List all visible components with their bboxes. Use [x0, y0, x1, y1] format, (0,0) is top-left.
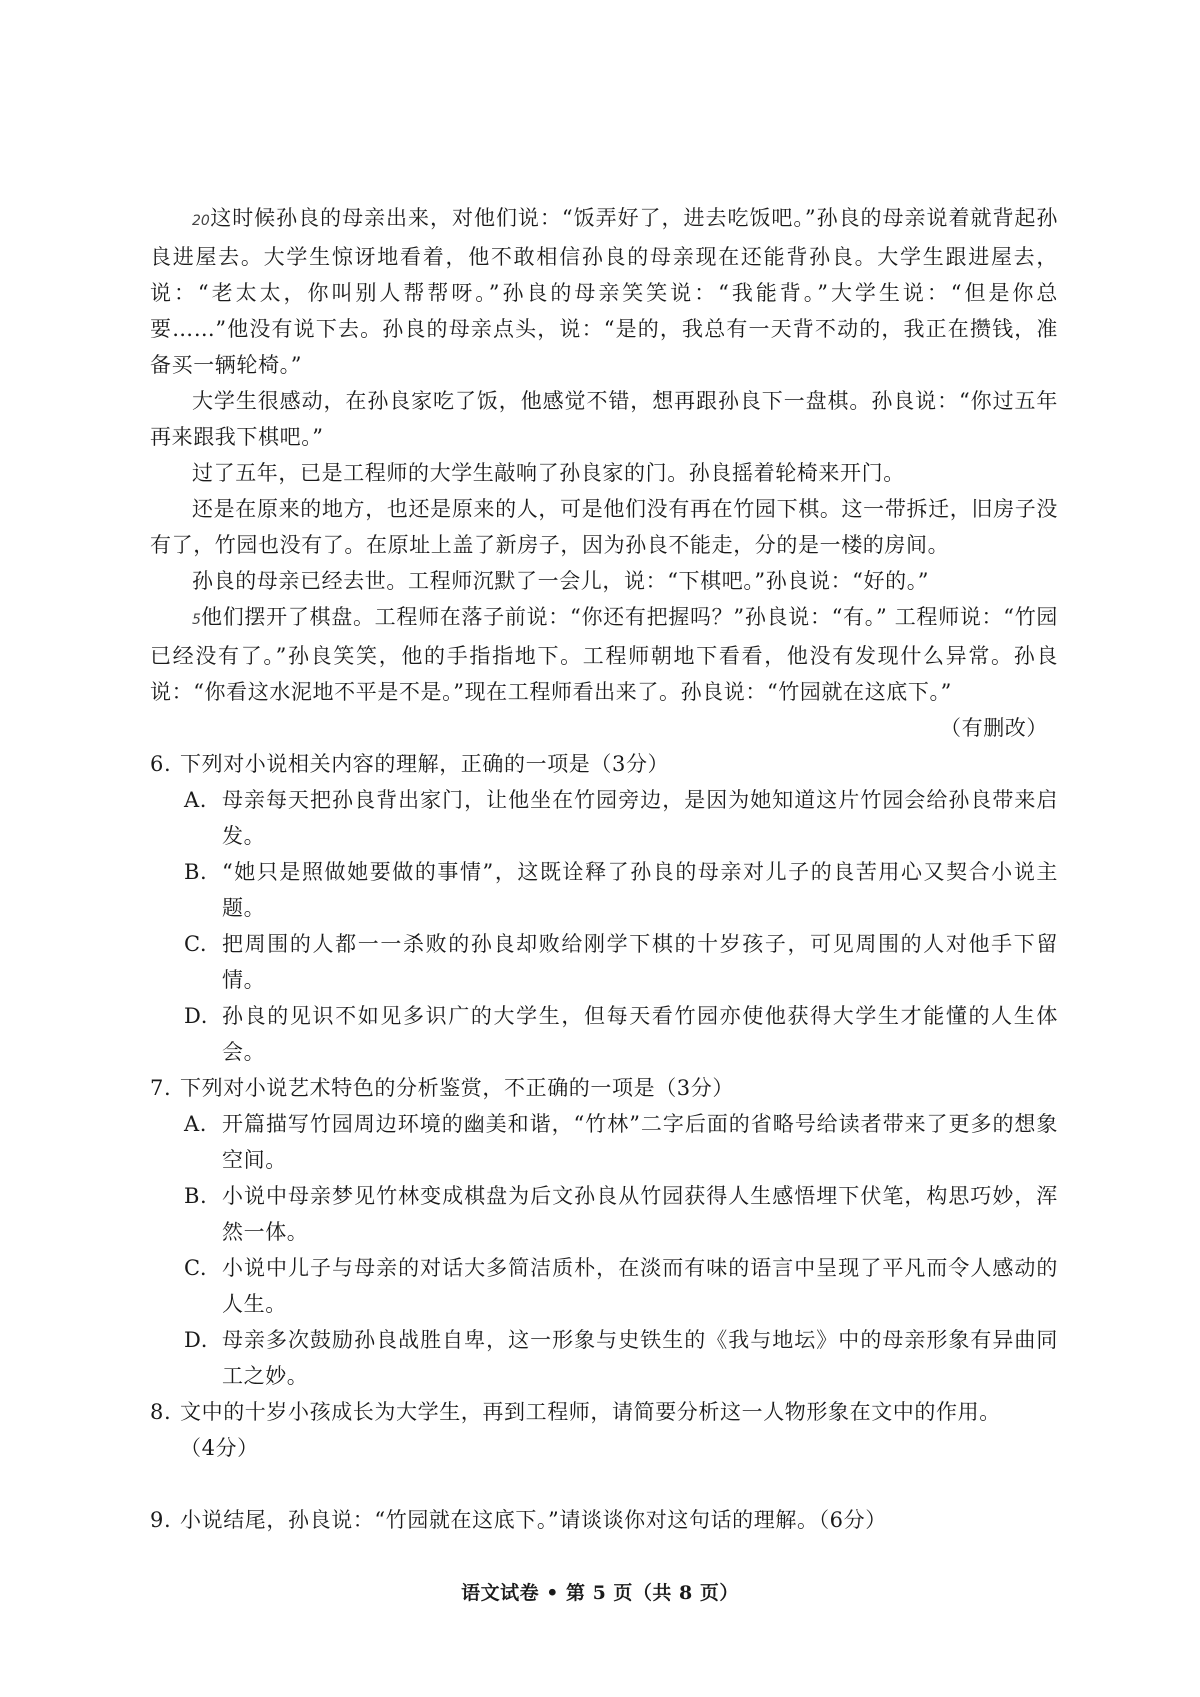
question-number: 9.: [150, 1508, 172, 1532]
passage-paragraph-6: 5他们摆开了棋盘。工程师在落子前说：“你还有把握吗？”孙良说：“有。” 工程师说：“竹园已经没有了。”孙良笑笑，他的手指指地下。工程师朝地下看看，他没有发现什么异常。孙良说：“你看这水泥地不平是不是。”现在工程师看出来了。孙良说：“竹园就在这底下。”: [150, 605, 1058, 704]
question-score: （4分）: [180, 1436, 259, 1460]
question-number: 8.: [150, 1400, 172, 1424]
option-list: [150, 1106, 1058, 1394]
question-stem: 文中的十岁小孩成长为大学生，再到工程师，请简要分析这一人物形象在文中的作用。: [180, 1400, 1001, 1424]
passage-paragraph-5: 孙良的母亲已经去世。工程师沉默了一会儿，说：“下棋吧。”孙良说：“好的。”: [192, 569, 930, 593]
handwritten-note: 20: [192, 213, 210, 229]
question-number: 6.: [150, 752, 172, 776]
option-c: C. 小说中儿子与母亲的对话大多简洁质朴，在淡而有味的语言中呈现了平凡而令人感动的人生。: [184, 1256, 1058, 1316]
question-stem: 小说结尾，孙良说：“竹园就在这底下。”请谈谈你对这句话的理解。（6分）: [180, 1508, 887, 1532]
option-a: A. 母亲每天把孙良背出家门，让他坐在竹园旁边，是因为她知道这片竹园会给孙良带来启发。: [184, 788, 1058, 848]
passage-paragraph-2: 大学生很感动，在孙良家吃了饭，他感觉不错，想再跟孙良下一盘棋。孙良说：“你过五年再来跟我下棋吧。”: [150, 389, 1058, 449]
question-9: [150, 1502, 1058, 1538]
answer-space: [150, 1466, 1058, 1502]
option-list: [150, 782, 1058, 1070]
passage-paragraph-3: 过了五年，已是工程师的大学生敲响了孙良家的门。孙良摇着轮椅来开门。: [192, 461, 905, 485]
option-b: B. 小说中母亲梦见竹林变成棋盘为后文孙良从竹园获得人生感悟埋下伏笔，构思巧妙，浑然一体。: [184, 1184, 1058, 1244]
question-stem: 下列对小说艺术特色的分析鉴赏，不正确的一项是（3分）: [180, 1076, 734, 1100]
question-8: [150, 1394, 1058, 1466]
passage-paragraph-4: 还是在原来的地方，也还是原来的人，可是他们没有再在竹园下棋。这一带拆迁，旧房子没有了，竹园也没有了。在原址上盖了新房子，因为孙良不能走，分的是一楼的房间。: [150, 497, 1058, 557]
question-number: 7.: [150, 1076, 172, 1100]
page-footer: 语文试卷 • 第 5 页（共 8 页）: [461, 1582, 739, 1604]
option-b: B. “她只是照做她要做的事情”，这既诠释了孙良的母亲对儿子的良苦用心又契合小说主题。: [184, 860, 1058, 920]
handwritten-note: 5: [192, 612, 201, 628]
option-a: A. 开篇描写竹园周边环境的幽美和谐，“竹林”二字后面的省略号给读者带来了更多的想象空间。: [184, 1112, 1058, 1172]
option-c: C. 把周围的人都一一杀败的孙良却败给刚学下棋的十岁孩子，可见周围的人对他手下留情。: [184, 932, 1058, 992]
question-6: [150, 746, 1058, 1070]
option-d: D. 孙良的见识不如见多识广的大学生，但每天看竹园亦使他获得大学生才能懂的人生体会。: [184, 1004, 1058, 1064]
option-d: D. 母亲多次鼓励孙良战胜自卑，这一形象与史铁生的《我与地坛》中的母亲形象有异曲同工之妙。: [184, 1328, 1058, 1388]
question-7: [150, 1070, 1058, 1394]
passage-paragraph-1: 20这时候孙良的母亲出来，对他们说：“饭弄好了，进去吃饭吧。”孙良的母亲说着就背起孙良进屋去。大学生惊讶地看着，他不敢相信孙良的母亲现在还能背孙良。大学生跟进屋去，说：“老太太，你叫别人帮帮呀。”孙良的母亲笑笑说：“我能背。”大学生说：“但是你总要……”他没有说下去。孙良的母亲点头，说：“是的，我总有一天背不动的，我正在攒钱，准备买一辆轮椅。”: [150, 206, 1058, 377]
page-content: [150, 200, 1058, 1538]
source-note: （有删改）: [940, 716, 1048, 740]
question-stem: 下列对小说相关内容的理解，正确的一项是（3分）: [180, 752, 670, 776]
